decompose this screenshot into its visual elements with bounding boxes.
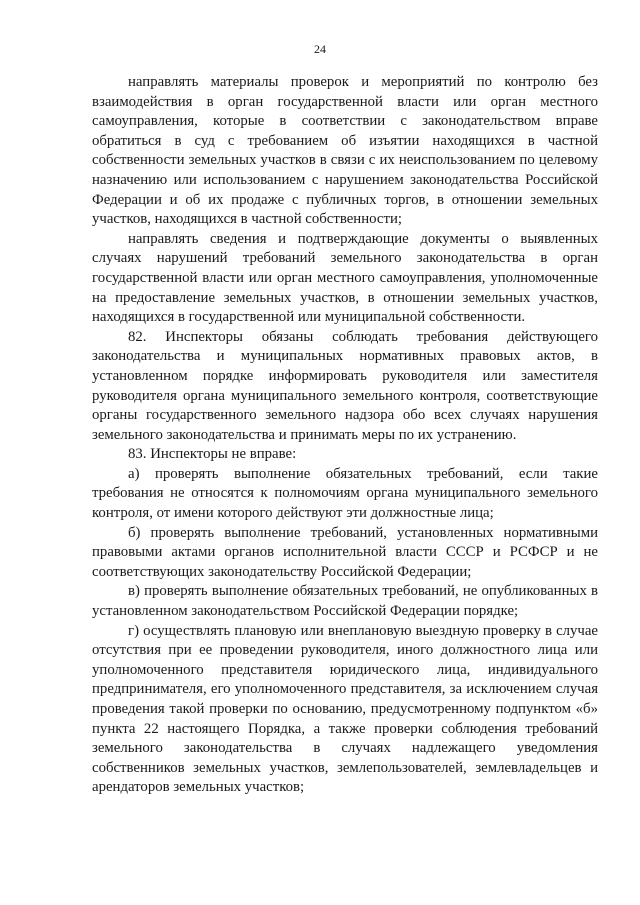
document-body [92,73,598,798]
paragraph-83-a: а) проверять выполнение обязательных требований, если такие требования не относятся к полномочиям органа муниципального земельного контроля, от имени которого действуют эти должностные лица; [92,465,598,522]
paragraph-83-g: г) осуществлять плановую или внеплановую выездную проверку в случае отсутствия при ее проведении руководителя, иного должностного лица или уполномоченного представителя юридического лица, индивидуального предпринимателя, его уполномоченного представителя, за исключением случая проведения такой проверки по основанию, предусмотренному подпунктом «б» пункта 22 настоящего Порядка, а также проверки соблюдения требований земельного законодательства в случаях надлежащего уведомления собственников земельных участков, землепользователей, землевладельцев и арендаторов земельных участков; [92,622,598,796]
paragraph-83-b: б) проверять выполнение требований, установленных нормативными правовыми актами органов исполнительной власти СССР и РСФСР и не соответствующих законодательству Российской Федерации; [92,524,598,580]
paragraph-83-v: в) проверять выполнение обязательных требований, не опубликованных в установленном законодательством Российской Федерации порядке; [92,583,598,620]
paragraph-83-heading: 83. Инспекторы не вправе: [128,446,297,463]
paragraph-referral-information: направлять сведения и подтверждающие документы о выявленных случаях нарушений требований земельного законодательства в орган государственной власти или орган местного самоуправления, уполномоченные на предоставление земельных участков, в отношении земельных участков, находящихся в государственной или муниципальной собственности. [92,230,598,326]
paragraph-referral-materials: направлять материалы проверок и мероприятий по контролю без взаимодействия в орган государственной власти или орган местного самоуправления, которые в соответствии с законодательством вправе обратиться в суд с требованием об изъятии находящихся в частной собственности земельных участков в связи с их неиспользованием по целевому назначению или использованием с нарушением законодательства Российской Федерации и об их продаже с публичных торгов, в отношении земельных участков, находящихся в частной собственности; [92,74,598,228]
paragraph-82-duties: 82. Инспекторы обязаны соблюдать требования действующего законодательства и муниципальных нормативных правовых актов, в установленном порядке информировать руководителя или заместителя руководителя органа муниципального земельного контроля, соответствующие органы государственного земельного надзора обо всех случаях нарушения земельного законодательства и принимать меры по их устранению. [92,328,598,443]
page-number: 24 [314,42,326,56]
